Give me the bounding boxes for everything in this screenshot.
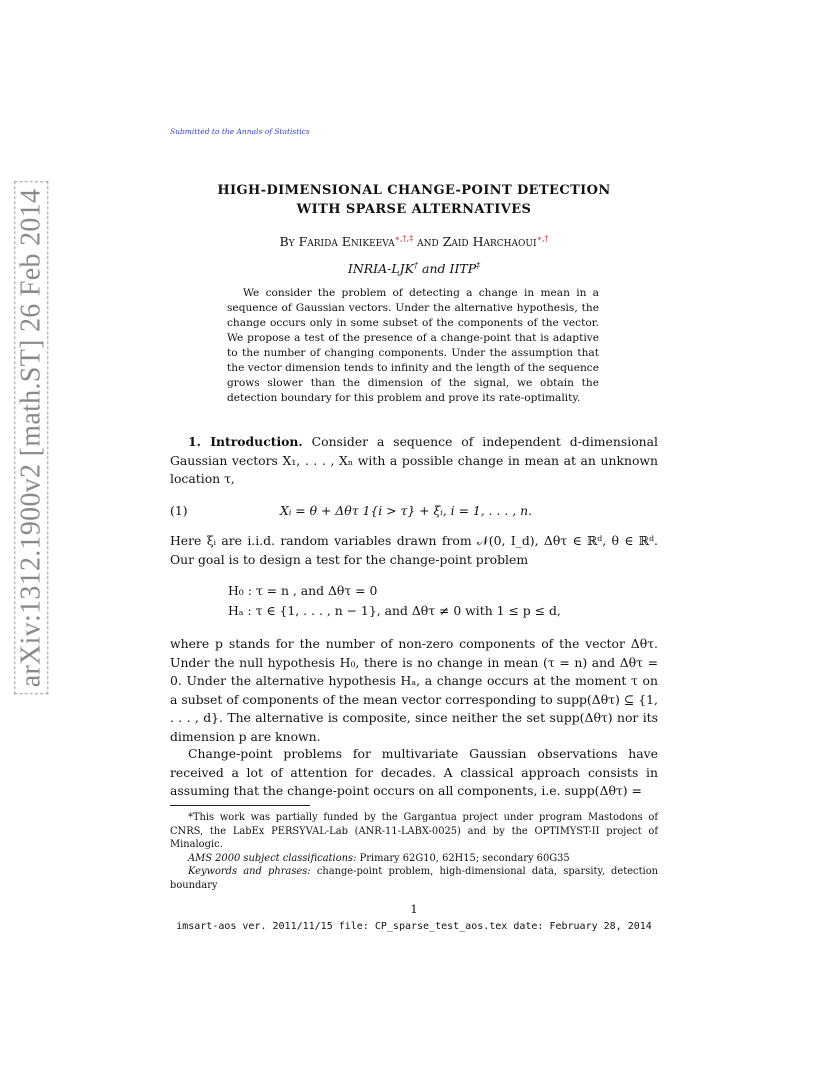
intro-paragraph-3 bbox=[170, 635, 658, 746]
alternative-hypothesis: Hₐ : τ ∈ {1, . . . , n − 1}, and Δθτ ≠ 0 with 1 ≤ p ≤ d, bbox=[228, 603, 561, 618]
equation-number: (1) bbox=[170, 503, 188, 518]
paper-title bbox=[150, 181, 678, 219]
author-1: Farida Enikeeva bbox=[298, 234, 395, 250]
equation-body: Xᵢ = θ + Δθτ 1{i > τ} + ξᵢ, i = 1, . . . , n. bbox=[280, 503, 533, 518]
intro-text-2: Here ξᵢ are i.i.d. random variables drawn from 𝒩(0, I_d), Δθτ ∈ ℝᵈ, θ ∈ ℝᵈ. Our goal is to design a test for the change-point problem bbox=[170, 533, 658, 567]
intro-text-1: Consider a sequence of independent d-dimensional Gaussian vectors X₁, . . . , Xₙ with a possible change in mean at an unknown location τ, bbox=[170, 434, 658, 486]
ams-label: AMS 2000 subject classifications: bbox=[188, 852, 357, 864]
affiliation-1-mark: † bbox=[414, 261, 419, 270]
abstract bbox=[227, 286, 599, 406]
affiliation-1: INRIA-LJK bbox=[347, 261, 415, 277]
page-number: 1 bbox=[410, 902, 418, 916]
arxiv-stamp bbox=[2, 188, 60, 688]
section-heading: 1. Introduction. bbox=[188, 434, 303, 449]
author-line bbox=[150, 234, 678, 249]
author-1-marks[interactable]: ∗,†,‡ bbox=[394, 234, 414, 243]
footnote-rule bbox=[170, 805, 310, 806]
affiliation-2: IITP bbox=[449, 261, 477, 277]
title-line-1: HIGH-DIMENSIONAL CHANGE-POINT DETECTION bbox=[217, 183, 611, 198]
ams-classification bbox=[170, 852, 658, 866]
build-footer: imsart-aos ver. 2011/11/15 file: CP_sparse_test_aos.tex date: February 28, 2014 bbox=[176, 921, 652, 932]
arxiv-stamp-text: arXiv:1312.1900v2 [math.ST] 26 Feb 2014 bbox=[14, 182, 48, 695]
intro-paragraph-2 bbox=[170, 532, 658, 569]
intro-paragraph-1 bbox=[170, 433, 658, 489]
keywords-label: Keywords and phrases: bbox=[188, 866, 311, 877]
ams-text: Primary 62G10, 62H15; secondary 60G35 bbox=[359, 852, 570, 864]
intro-paragraph-4 bbox=[170, 745, 658, 801]
hypotheses bbox=[228, 581, 561, 621]
author-2: Zaid Harchaoui bbox=[442, 234, 537, 250]
intro-text-3: where p stands for the number of non-zero components of the vector Δθτ. Under the null hypothesis H₀, there is no change in mean (τ = n) and Δθτ = 0. Under the alternative hypothesis Hₐ, a change occurs at the moment τ on a subset of components of the mean vector corresponding to supp(Δθτ) ⊆ {1, . . . , d}. The alternative is composite, since neither the set supp(Δθτ) nor its dimension p are known. bbox=[170, 636, 658, 744]
and-label: and bbox=[417, 234, 439, 250]
footnotes bbox=[170, 811, 658, 892]
title-line-2: WITH SPARSE ALTERNATIVES bbox=[296, 202, 532, 217]
affiliations bbox=[150, 261, 678, 276]
keywords bbox=[170, 865, 658, 892]
journal-link[interactable]: Submitted to the Annals of Statistics bbox=[170, 127, 310, 136]
abstract-text: We consider the problem of detecting a change in mean in a sequence of Gaussian vectors. Under the alternative hypothesis, the change occurs only in some subset of the components of the vector. We propose a test of the presence of a change-point that is adaptive to the number of changing components. Under the assumption that the vector dimension tends to infinity and the length of the sequence grows slower than the dimension of the signal, we obtain the detection boundary for this problem and prove its rate-optimality. bbox=[227, 287, 599, 404]
null-hypothesis: H₀ : τ = n , and Δθτ = 0 bbox=[228, 583, 378, 598]
intro-text-4: Change-point problems for multivariate Gaussian observations have received a lot of attention for decades. A classical approach consists in assuming that the change-point occurs on all components, i.e. supp(Δθτ) = bbox=[170, 746, 658, 798]
affiliation-and: and bbox=[422, 261, 446, 277]
affiliation-2-mark: ‡ bbox=[476, 261, 481, 270]
keywords-text: change-point problem, high-dimensional data, sparsity, detection boundary bbox=[170, 866, 658, 891]
funding-note: *This work was partially funded by the Gargantua project under program Mastodons of CNRS, the LabEx PERSYVAL-Lab (ANR-11-LABX-0025) and by the OPTIMYST-II project of Minalogic. bbox=[170, 812, 658, 850]
author-2-marks[interactable]: ∗,† bbox=[536, 234, 549, 243]
by-label: By bbox=[279, 234, 295, 250]
